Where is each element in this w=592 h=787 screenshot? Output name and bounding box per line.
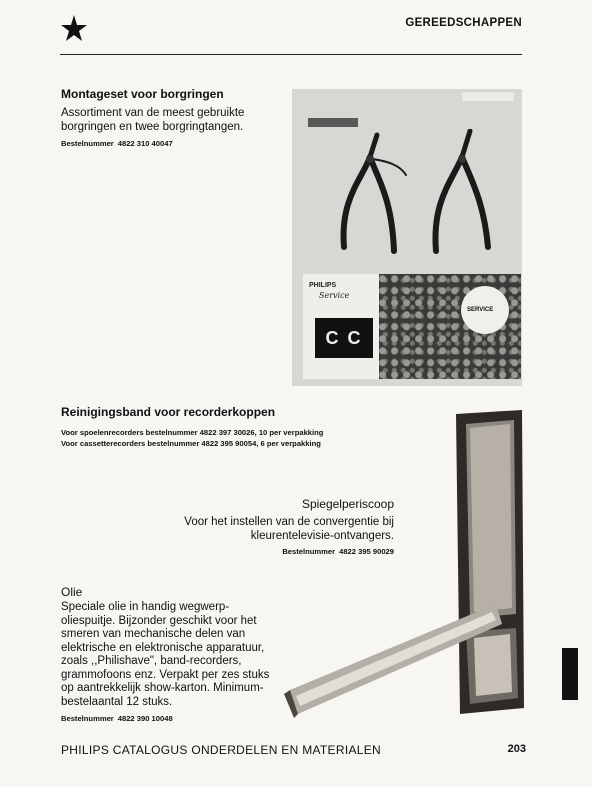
order-line-spoelenrecorders: Voor spoelenrecorders bestelnummer 4822 397 30026, 10 per verpakking [61,428,324,437]
thumb-index-tab [562,648,578,700]
product-description-olie: Speciale olie in handig wegwerp-oliespuitje. Bijzonder geschikt voor het smeren van mechanische delen van elektrische en elektronische apparatuur, zoals ,,Philishave", band-recorders, grammofoons enz. Verpakt per zes stuks op aantrekkelijk show-karton. Minimum-bestelaantal 12 stuks. [61,601,270,708]
star-icon [61,15,87,41]
page-number: 203 [507,743,526,755]
order-line-cassetterecorders: Voor cassetterecorders bestelnummer 4822 395 90054, 6 per verpakking [61,439,321,448]
product-title-olie: Olie [61,585,83,599]
order-number: 4822 395 90029 [339,547,394,556]
order-number: 4822 310 40047 [117,139,173,148]
order-label: Bestelnummer [61,139,114,148]
box-script: Service [319,291,350,300]
order-number-olie [61,714,173,723]
product-title-montageset: Montageset voor borgringen [61,87,224,101]
order-number: 4822 390 10048 [117,714,173,723]
service-label: SERVICE [467,307,494,313]
section-title: GEREEDSCHAPPEN [405,17,522,29]
label-tag [462,92,514,101]
product-title-reinigingsband: Reinigingsband voor recorderkoppen [61,405,276,419]
product-title-spiegelperiscoop: Spiegelperiscoop [301,497,394,511]
product-description-spiegelperiscoop: Voor het instellen van de convergentie bij kleurentelevisie-ontvangers. [184,516,394,542]
box-brand: PHILIPS [309,282,337,289]
pliers-icon [332,129,502,261]
service-box [303,274,521,379]
periscope-icon [270,408,532,728]
order-label: Bestelnummer [282,547,336,556]
product-photo-montageset [292,89,522,386]
box-card: C C [315,318,373,358]
retaining-rings-strip [308,118,358,127]
order-number-montageset [61,139,173,148]
header-rule [60,54,522,55]
product-description-montageset: Assortiment van de meest gebruikte borgringen en twee borgringtangen. [61,107,245,133]
catalog-footer-title: PHILIPS CATALOGUS ONDERDELEN EN MATERIALEN [61,743,381,757]
order-label: Bestelnummer [61,714,114,723]
